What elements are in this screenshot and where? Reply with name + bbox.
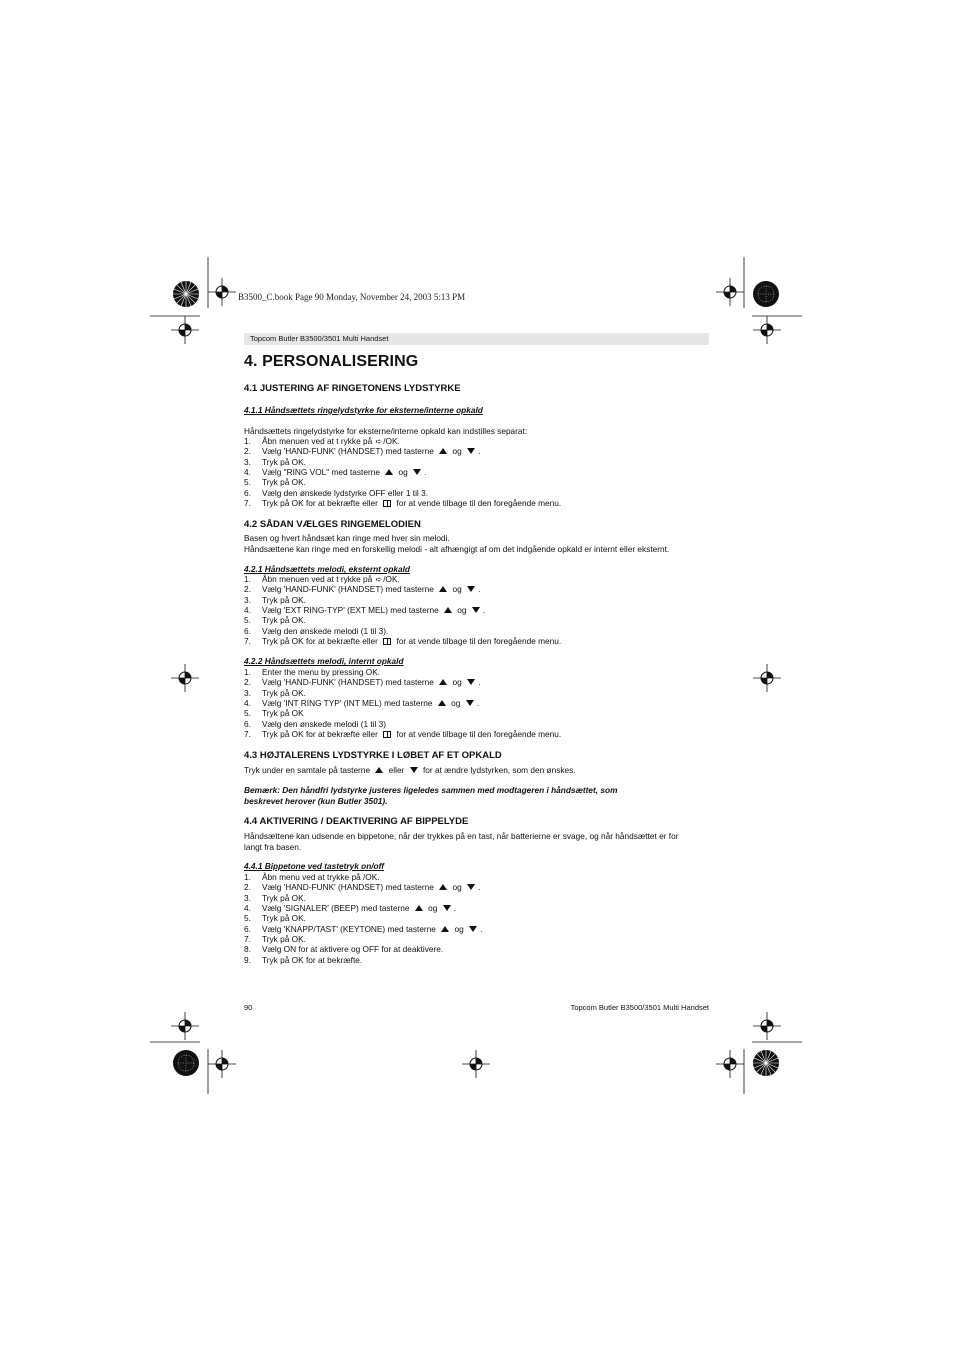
down-arrow-icon <box>469 926 477 932</box>
down-arrow-icon <box>467 884 475 890</box>
list-item: 3. Tryk på OK. <box>244 687 306 698</box>
list-item: 6. Vælg den ønskede melodi (1 til 3). <box>244 625 389 636</box>
steps-4-4-1 <box>244 872 482 965</box>
list-item: 5. Tryk på OK <box>244 708 304 719</box>
list-item: 3. Tryk på OK. <box>244 892 306 903</box>
list-item: 9. Tryk på OK for at bekræfte. <box>244 954 363 965</box>
section-4-4-para-2: langt fra basen. <box>244 842 302 852</box>
list-item: 8. Vælg ON for at aktivere og OFF for at deaktivere. <box>244 944 444 955</box>
list-item: 3. Tryk på OK. <box>244 456 306 467</box>
subsection-4-4-1-heading: 4.4.1 Bippetone ved tastetryk on/off <box>244 861 385 871</box>
list-item: 2. Vælg 'HAND-FUNK' (HANDSET) med tasterne og . <box>244 446 481 457</box>
list-item: 7. Tryk på OK. <box>244 934 306 945</box>
list-item: 5. Tryk på OK. <box>244 477 306 488</box>
section-4-2-para-2: Håndsættene kan ringe med en forskellig melodi - alt afhængigt af om det indgående opkald er internt eller eksternt. <box>244 544 670 554</box>
list-item: 4. Vælg 'SIGNALER' (BEEP) med tasterne og . <box>244 903 456 914</box>
down-arrow-icon <box>443 905 451 911</box>
phonebook-icon <box>383 638 391 645</box>
page-number: 90 <box>244 1003 253 1012</box>
list-item: 6. Vælg den ønskede melodi (1 til 3) <box>244 718 387 729</box>
list-item: 5. Tryk på OK. <box>244 913 306 924</box>
list-item: 1. Åbn menuen ved at t rykke på ➪/OK. <box>244 574 400 584</box>
list-item: 7. Tryk på OK for at bekræfte eller for at vende tilbage til den foregående menu. <box>244 636 562 647</box>
list-item: 1. Enter the menu by pressing OK. <box>244 667 381 677</box>
subsection-4-2-2-heading: 4.2.2 Håndsættets melodi, internt opkald <box>244 656 404 666</box>
list-item: 5. Tryk på OK. <box>244 615 306 626</box>
subsection-4-1-1-heading: 4.1.1 Håndsættets ringelydstyrke for eksterne/interne opkald <box>244 405 483 415</box>
up-arrow-icon <box>439 679 447 685</box>
steps-4-2-2 <box>244 667 561 739</box>
running-footer: Topcom Butler B3500/3501 Multi Handset <box>570 1003 709 1012</box>
list-item: 4. Vælg "RING VOL" med tasterne og . <box>244 467 427 478</box>
running-header-bar <box>244 333 709 345</box>
section-4-3-heading: 4.3 HØJTALERENS LYDSTYRKE I LØBET AF ET OPKALD <box>244 750 502 761</box>
steps-4-2-1 <box>244 574 561 646</box>
up-arrow-icon <box>439 586 447 592</box>
list-item: 4. Vælg 'EXT RING-TYP' (EXT MEL) med tasterne og . <box>244 605 486 616</box>
up-arrow-icon <box>444 607 452 613</box>
list-item: 1. Åbn menuen ved at t rykke på ➪/OK. <box>244 436 400 446</box>
note-line-1: Bemærk: Den håndfri lydstyrke justeres ligeledes sammen med modtageren i håndsættet, som <box>244 785 618 795</box>
phonebook-icon <box>383 731 391 738</box>
list-item: 7. Tryk på OK for at bekræfte eller for at vende tilbage til den foregående menu. <box>244 498 562 509</box>
note-line-2: beskrevet herover (kun Butler 3501). <box>244 796 388 806</box>
list-item: 3. Tryk på OK. <box>244 594 306 605</box>
section-4-4-para-1: Håndsættene kan udsende en bippetone, når der trykkes på en tast, når batterierne er svage, og når håndsættet er for <box>244 831 679 841</box>
down-arrow-icon <box>466 700 474 706</box>
phonebook-icon <box>383 500 391 507</box>
down-arrow-icon <box>467 448 475 454</box>
section-4-3-para: Tryk under en samtale på tasterne eller for at ændre lydstyrken, som den ønskes. <box>244 765 576 775</box>
list-item: 2. Vælg 'HAND-FUNK' (HANDSET) med tasterne og . <box>244 677 481 688</box>
enter-arrow-icon: ➪ <box>375 575 383 584</box>
down-arrow-icon <box>413 469 421 475</box>
enter-arrow-icon: ➪ <box>375 437 383 446</box>
running-header: Topcom Butler B3500/3501 Multi Handset <box>250 334 389 343</box>
subsection-4-2-1-heading: 4.2.1 Håndsættets melodi, eksternt opkald <box>244 564 410 574</box>
list-item: 6. Vælg den ønskede lydstyrke OFF eller 1 til 3. <box>244 487 429 498</box>
list-item: 4. Vælg 'INT RING TYP' (INT MEL) med tasterne og . <box>244 698 479 709</box>
down-arrow-icon <box>467 679 475 685</box>
up-arrow-icon <box>385 469 393 475</box>
list-item: 2. Vælg 'HAND-FUNK' (HANDSET) med tasterne og . <box>244 882 481 893</box>
list-item: 1. Åbn menu ved at trykke på /OK. <box>244 872 380 882</box>
list-item: 2. Vælg 'HAND-FUNK' (HANDSET) med tasterne og . <box>244 584 481 595</box>
section-4-2-heading: 4.2 SÅDAN VÆLGES RINGEMELODIEN <box>244 519 421 530</box>
book-info-line: B3500_C.book Page 90 Monday, November 24, 2003 5:13 PM <box>238 292 466 302</box>
section-4-4-heading: 4.4 AKTIVERING / DEAKTIVERING AF BIPPELYDE <box>244 816 469 827</box>
up-arrow-icon <box>439 884 447 890</box>
list-item: 6. Vælg 'KNAPP/TAST' (KEYTONE) med tasterne og . <box>244 923 483 934</box>
list-item: 7. Tryk på OK for at bekræfte eller for at vende tilbage til den foregående menu. <box>244 729 562 740</box>
down-arrow-icon <box>467 586 475 592</box>
section-4-1-intro: Håndsættets ringelydstyrke for eksterne/interne opkald kan indstilles separat: <box>244 426 528 436</box>
page-title: 4. PERSONALISERING <box>244 353 419 370</box>
down-arrow-icon <box>410 767 418 773</box>
section-4-2-para-1: Basen og hvert håndsæt kan ringe med hver sin melodi. <box>244 533 450 543</box>
steps-4-1-1 <box>244 436 561 508</box>
up-arrow-icon <box>439 448 447 454</box>
up-arrow-icon <box>441 926 449 932</box>
section-4-1-heading: 4.1 JUSTERING AF RINGETONENS LYDSTYRKE <box>244 383 461 394</box>
up-arrow-icon <box>375 767 383 773</box>
up-arrow-icon <box>415 905 423 911</box>
down-arrow-icon <box>472 607 480 613</box>
up-arrow-icon <box>438 700 446 706</box>
